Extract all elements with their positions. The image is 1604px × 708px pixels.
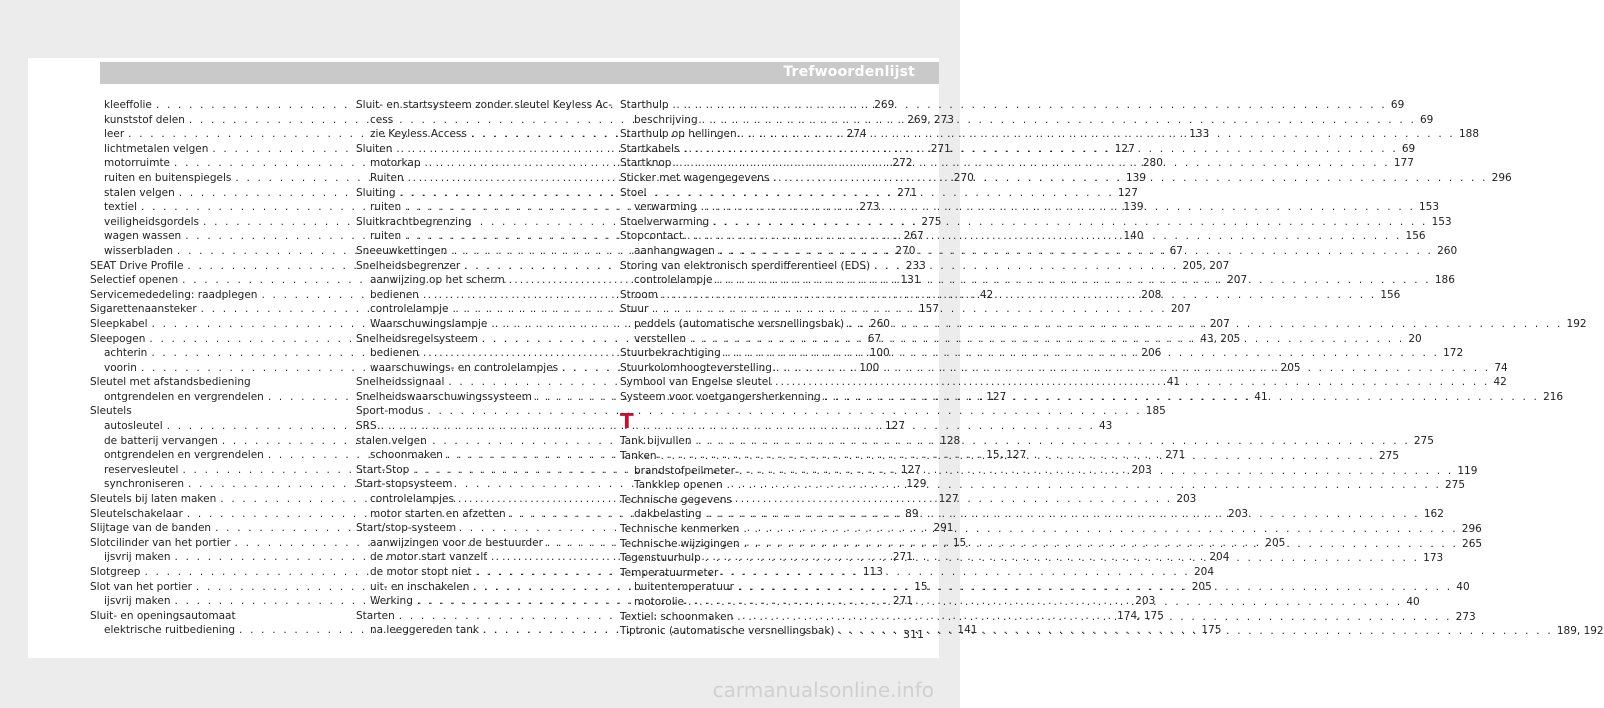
page-reference[interactable]: 162 [1423,508,1444,521]
index-term: Sneeuwkettingen [356,244,448,257]
index-term: Textiel: schoonmaken [620,610,734,623]
index-term: Starthulp op hellingen [620,128,737,141]
index-heading: Sleutel met afstandsbediening [90,376,251,389]
page-reference[interactable]: 119 [1457,464,1478,477]
index-term: aanwijzing op het scherm [370,274,505,287]
page-reference[interactable]: 204 [1193,566,1214,578]
dot-leader [684,142,1398,157]
index-term: motorkap [370,157,421,170]
dot-leader [741,127,1455,142]
page-reference[interactable]: 203 [1131,463,1152,476]
index-term: motor starten en afzetten [370,507,506,520]
index-term: synchroniseren [104,478,184,491]
page-reference[interactable]: 204 [1209,551,1230,564]
page-reference[interactable]: 127 [986,390,1007,403]
index-term: kleeffolie [104,99,152,111]
index-term: achterin [104,347,148,360]
page-reference[interactable]: 129 [906,478,927,491]
index-term: Tanken [620,450,657,463]
index-term: ontgrendelen en vergrendelen [104,390,264,403]
page-reference[interactable]: 291 [933,522,954,535]
page-reference[interactable]: 273 [859,201,880,214]
dot-leader [773,171,1487,186]
index-term: verstellen [634,332,686,345]
index-heading: Sluit- en openingsautomaat [90,609,236,622]
page-reference[interactable]: 272 [892,157,913,170]
index-term: Starten [356,609,395,622]
index-term: Ruiten [370,171,404,184]
index-term: ruiten [370,230,402,243]
index-term: Sticker met wagengegevens [620,171,770,184]
index-term: Start-Stop [356,463,410,476]
page-reference[interactable]: 100 [859,361,880,374]
dot-leader [775,375,1489,390]
page-reference[interactable]: 127 [900,463,921,476]
index-heading: stalen velgen [356,434,427,447]
page-reference[interactable]: 69 [1401,142,1416,155]
dot-leader [661,449,1375,464]
section-title: Trefwoordenlijst [783,64,915,80]
page-reference[interactable]: 203 [1176,493,1197,506]
dot-leader [739,464,1453,479]
index-term: controlelampjes [370,493,454,506]
index-term: Technische wijzigingen [620,537,740,550]
index-term: de batterij vervangen [104,434,218,447]
page-reference[interactable]: 15 [914,580,928,593]
page-reference[interactable]: 156 [1380,288,1401,301]
index-term: ijsvrij maken [104,595,171,608]
dot-leader [701,200,1415,215]
index-term: SEAT Drive Profile [90,259,184,272]
page-reference[interactable]: 177 [1393,157,1414,170]
index-term: lichtmetalen velgen [104,142,209,155]
index-term: na leeggereden tank [370,624,480,637]
page-reference[interactable]: 186 [1434,274,1455,287]
index-term: Tiptronic (automatische versnellingsbak) [620,625,835,638]
page-reference[interactable]: 67 [1169,244,1183,257]
page-reference[interactable]: 267 [903,230,924,243]
index-heading: Stoel [620,186,647,199]
index-term: reservesleutel [104,463,179,476]
page-reference[interactable]: 275 [1378,450,1399,463]
dot-leader [848,317,1562,332]
dot-leader [713,215,1427,230]
index-term: Servicemededeling: raadplegen [90,288,258,301]
page-reference[interactable]: 205 [1191,580,1212,593]
page-reference[interactable]: 270 [953,171,974,184]
page-reference[interactable]: 207 [1227,274,1248,287]
page-reference[interactable]: 192 [1566,317,1587,330]
dot-leader [825,390,1539,405]
index-term: ontgrendelen en vergrendelen [104,449,264,462]
index-heading: Start/stop-systeem [356,522,457,535]
page-reference[interactable]: 113 [862,566,883,578]
dot-leader [839,624,1553,639]
page-reference[interactable]: 41 [1254,390,1268,403]
index-heading: Storing van elektronisch sperdifferentieel (EDS) [620,259,871,272]
index-term: Slot van het portier [90,580,192,593]
index-term: Snelheidswaarschuwingssysteem [356,390,532,403]
index-term: brandstofpeilmeter [634,464,735,477]
index-term: autosleutel [104,420,163,433]
dot-leader [776,361,1490,376]
index-heading-continuation: cess [370,113,394,126]
page-reference[interactable]: 271 [930,142,951,155]
index-term: Symbool van Engelse sleutel [620,376,772,389]
page-reference[interactable]: 153 [1418,201,1440,214]
page-reference[interactable]: 153 [1431,215,1452,228]
index-term: voorin [104,361,137,374]
index-term: Snelheidsregelsysteem [356,332,478,345]
index-term: Slotcilinder van het portier [90,536,231,549]
page-reference[interactable]: 139 [1123,201,1144,214]
page-reference[interactable]: 140 [1123,230,1144,243]
page-reference[interactable]: 207 [1209,317,1230,330]
index-term: bedienen [370,347,419,360]
index-term: Sleutelschakelaar [90,507,183,520]
section-header-bar [100,62,939,84]
page-reference[interactable]: 274 [846,128,867,141]
index-term: Systeem voor voetgangersherkenning [620,390,821,403]
page-reference[interactable]: 208 [1141,288,1162,301]
index-term: Snelheidsbegrenzer [356,259,461,272]
page-reference[interactable]: 269, 273 [907,113,954,126]
watermark: carmanualsonline.info [712,678,934,702]
index-term: motorruimte [104,157,171,170]
index-term: beschrijving [634,113,698,126]
index-term: SRS [356,420,377,433]
dot-leader [738,580,1452,595]
page-reference[interactable]: 43, 205 [1200,332,1241,345]
page-reference[interactable]: 275 [921,215,942,228]
index-entry [356,404,1166,419]
page-reference[interactable]: 174, 175 [1117,609,1164,622]
dot-leader [673,98,1387,113]
index-term: stalen velgen [104,186,175,199]
page-reference[interactable]: 15, 127 [986,449,1027,462]
page-reference[interactable]: 175 [1201,624,1222,637]
page-reference[interactable]: 205 [1265,536,1286,549]
index-term: leer [104,128,125,141]
index-term: ruiten [370,201,402,214]
index-term: wagen wassen [104,230,182,243]
index-heading: Start-stopsysteem [356,478,453,491]
page-reference[interactable]: 275 [1444,479,1466,492]
page-reference[interactable]: 271 [892,595,913,608]
index-term: Stuurkolomhoogteverstelling [620,361,772,374]
page-reference[interactable]: 260 [869,317,890,330]
page-reference[interactable]: 296 [1461,523,1482,536]
page-reference[interactable]: 265 [1462,537,1483,550]
index-term: Snelheidssignaal [356,376,445,389]
page-reference[interactable]: 69 [1390,99,1405,111]
index-term: controlelampje [634,274,713,287]
page-reference[interactable]: 42 [1493,376,1507,389]
page-reference[interactable]: 188 [1458,128,1480,141]
dot-leader [705,551,1419,566]
page-reference[interactable]: 156 [1405,230,1426,243]
page-reference[interactable]: 203 [1228,507,1249,520]
dot-leader [662,288,1376,303]
page-reference[interactable]: 273 [1455,610,1476,623]
index-term: dakbelasting [634,508,702,521]
page-reference[interactable]: 40 [1456,581,1470,594]
section-letter: T [620,409,634,434]
dot-leader [743,522,1457,537]
page-reference[interactable]: 43 [1099,420,1113,433]
page-reference[interactable]: 100 [869,347,890,360]
index-term: zie Keyless Access [370,128,467,141]
index-term: wisserbladen [104,244,174,257]
index-term: verwarming [634,201,697,214]
index-term: Sluiting [356,186,396,199]
index-term: controlelampje [370,303,449,316]
index-term: Slijtage van de banden [90,522,212,535]
index-term: aanhangwagen [634,244,715,257]
index-term: Werking [370,595,413,608]
page-reference[interactable]: 69 [1420,113,1434,126]
index-term: buitentemperatuur [634,581,734,594]
index-term: Waarschuwingslampje [370,317,488,330]
dot-leader [696,434,1410,449]
index-heading: Temperatuurmeter [620,566,719,579]
page-reference[interactable]: 271 [897,186,918,199]
index-term: motorolie [634,596,684,608]
page-reference[interactable]: 185 [1145,405,1166,418]
index-term: Starthulp [620,99,669,111]
index-term: Sleutels bij laten maken [90,493,217,506]
index-term: Stroom [620,288,658,301]
page-reference[interactable]: 173 [1423,552,1444,565]
index-term: ruiten en buitenspiegels [104,171,232,184]
index-term: Sleepogen [90,332,146,345]
dot-leader [688,595,1402,610]
page-reference[interactable]: 133 [1189,128,1210,141]
page-reference[interactable]: 67 [867,332,882,345]
page-reference[interactable]: 203 [1135,595,1156,608]
page-number: 311 [903,628,924,641]
page-reference[interactable]: 270 [895,244,916,257]
page-reference[interactable]: 127 [938,493,959,506]
dot-leader [737,610,1451,625]
index-term: bedienen [370,288,419,301]
page-reference[interactable]: 296 [1491,171,1512,184]
page-reference[interactable]: 127 [1114,142,1135,155]
page-reference[interactable]: 42 [979,288,994,301]
index-term: Tankklep openen [634,479,723,492]
index-term: waarschuwings- en controlelampjes [370,361,559,374]
page-reference[interactable]: 205, 207 [1182,259,1230,272]
dot-leader [725,346,1439,361]
page-reference[interactable]: 74 [1494,361,1508,374]
index-term: Tank bijvullen [620,435,692,448]
index-term: Selectief openen [90,274,179,287]
page-reference[interactable]: 127 [1117,186,1138,199]
index-term: Sluiten [356,142,393,155]
page-reference[interactable]: 41 [1166,376,1181,389]
dot-leader [702,113,1416,128]
page-reference[interactable]: 271 [892,551,913,564]
page-reference[interactable]: 280 [1142,157,1163,170]
page-reference[interactable]: 15 [952,536,967,549]
index-term: kunststof delen [104,113,185,126]
page-reference[interactable]: 20 [1408,332,1422,345]
index-term: Stuurbekrachtiging [620,347,721,360]
dot-leader [727,478,1441,493]
index-term: Sport-modus [356,405,424,418]
page-reference[interactable]: 139 [1126,171,1147,184]
page-reference[interactable]: 172 [1443,347,1464,360]
page-reference[interactable]: 40 [1406,596,1420,608]
dot-leader [716,273,1430,288]
index-term: Stopcontact [620,230,684,243]
page-reference[interactable]: 189, 192 [1556,625,1604,638]
index-heading: Sluit- en startsysteem zonder sleutel Keyless Ac- [356,99,613,111]
page-reference[interactable]: 128 [940,434,961,447]
dot-leader [675,156,1389,171]
index-term: Tegenstuurhulp [620,552,701,565]
index-term: schoonmaken [370,449,443,462]
page-reference[interactable]: 141 [957,624,978,637]
page-reference[interactable]: 233 [905,259,926,272]
index-term: veiligheidsgordels [104,215,199,228]
index-term: Stoelverwarming [620,215,710,228]
dot-leader [719,244,1433,259]
index-term: aanwijzingen voor de bestuurder [370,536,543,549]
index-heading: Sleutels [90,405,132,418]
index-term: elektrische ruitbediening [104,624,236,637]
index-term: Slotgreep [90,566,141,578]
page-reference[interactable]: 157 [919,303,940,316]
index-term: uit- en inschakelen [370,580,470,593]
page-reference[interactable]: 89 [905,507,919,520]
dot-leader [690,332,1404,347]
index-heading: Technische gegevens [620,493,732,506]
page-reference[interactable]: 269 [874,99,895,111]
page-reference[interactable]: 271 [1165,449,1186,462]
index-term: Startknop [620,157,672,170]
index-term: Sigarettenaansteker [90,303,197,316]
index-term: textiel [104,201,138,214]
index-term: ijsvrij maken [104,551,171,564]
page-reference[interactable]: 206 [1141,347,1162,360]
page-reference[interactable]: 205 [1280,361,1301,374]
index-term: de motor start vanzelf [370,551,487,564]
index-term: de motor stopt niet [370,566,472,578]
dot-leader [687,229,1401,244]
page-reference[interactable]: 216 [1543,390,1564,403]
index-heading: Stuur [620,303,649,316]
page-reference[interactable]: 127 [885,420,906,433]
dot-leader [705,507,1419,522]
index-term: Startkabels [620,142,680,155]
page-reference[interactable]: 260 [1437,244,1458,257]
index-heading: Sluitkrachtbegrenzing [356,215,472,228]
index-term: Sleepkabel [90,317,148,330]
page-reference[interactable]: 207 [1170,303,1191,316]
page-reference[interactable]: 131 [900,274,921,287]
index-term: Technische kenmerken [620,523,740,536]
dot-leader [744,537,1458,552]
page-reference[interactable]: 275 [1413,435,1434,448]
index-term: peddels (automatische versnellingsbak) [634,317,845,330]
